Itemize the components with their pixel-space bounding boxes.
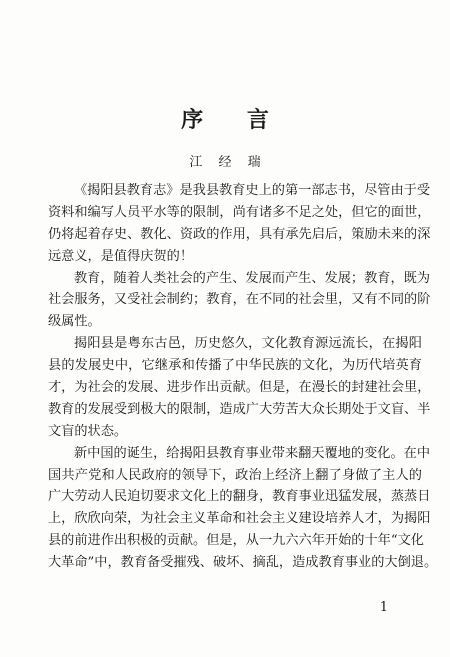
body-text (48, 180, 438, 574)
text-line: 远意义，是值得庆贺的！ (48, 248, 194, 264)
text-line: 县的前进作出积极的贡献。但是，从一九六六年开始的十年“文化 (48, 533, 424, 549)
text-line: 县的发展史中，它继承和传播了中华民族的文化，为历代培英育 (48, 358, 422, 374)
text-line: 教育的发展受到极大的限制，造成广大劳苦大众长期处于文盲、半 (48, 401, 431, 417)
text-line: 国共产党和人民政府的领导下，政治上经济上翻了身做了主人的 (48, 467, 422, 483)
author-name: 江 经 瑞 (189, 155, 267, 170)
text-line: 揭阳县是粤东古邑，历史悠久，文化教育源远流长，在揭阳 (74, 336, 422, 352)
text-line: 上，欣欣向荣，为社会主义革命和社会主义建设培养人才，为揭阳 (48, 511, 431, 527)
text-line: 教育，随着人类社会的产生、发展而产生、发展；教育，既为 (74, 270, 431, 286)
text-line: 才，为社会的发展、进步作出贡献。但是，在漫长的封建社会里， (48, 380, 431, 396)
text-line: 文盲的状态。 (48, 423, 128, 439)
text-line: 资料和编写人员平水等的限制，尚有诸多不足之处，但它的面世， (48, 204, 431, 220)
text-line: 仍将起着存史、教化、资政的作用，具有承先启后，策励未来的深 (48, 226, 431, 242)
text-line: 级属性。 (48, 314, 101, 330)
text-line: 大革命”中，教育备受摧残、破坏、摘乱，造成教育事业的大倒退。 (48, 555, 438, 571)
text-line: 社会服务，又受社会制约；教育，在不同的社会里，又有不同的阶 (48, 292, 431, 308)
page-title: 序 言 (181, 107, 287, 133)
text-line: 广大劳动人民迫切要求文化上的翻身，教育事业迅猛发展，蒸蒸日 (48, 489, 431, 505)
text-line: 新中国的诞生，给揭阳县教育事业带来翻天覆地的变化。在中 (74, 445, 431, 461)
page-number: 1 (379, 600, 388, 615)
text-line: 《揭阳县教育志》是我县教育史上的第一部志书，尽管由于受 (74, 183, 431, 198)
